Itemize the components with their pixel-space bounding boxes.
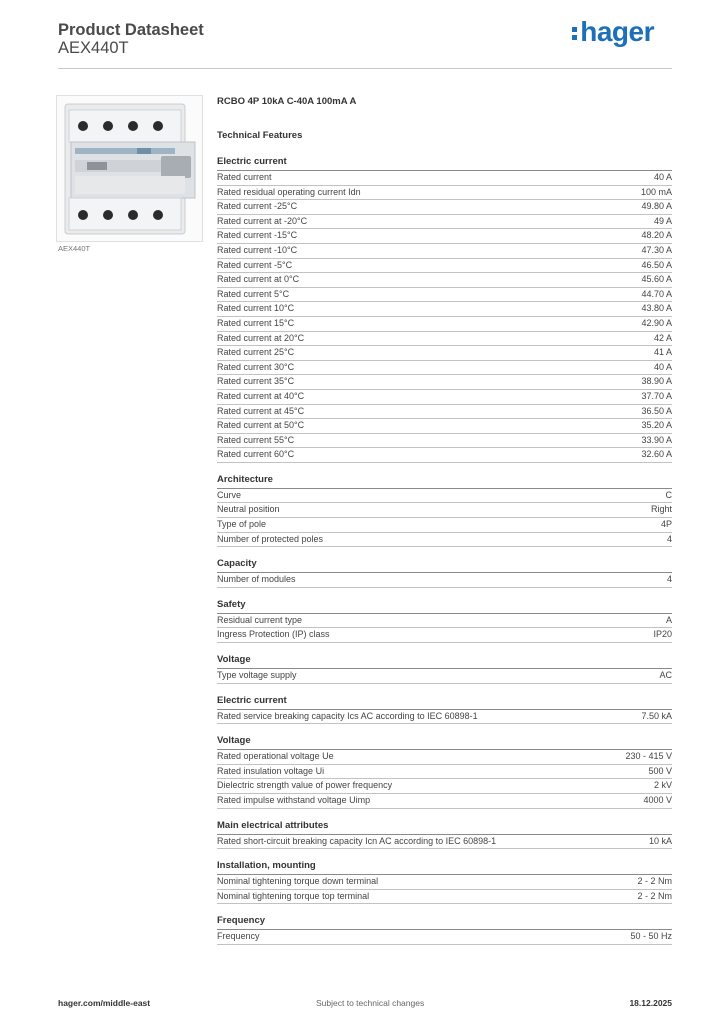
spec-row bbox=[217, 229, 672, 244]
hager-logo bbox=[572, 16, 654, 48]
spec-value: 2 - 2 Nm bbox=[637, 876, 672, 887]
spec-value: C bbox=[665, 489, 672, 500]
spec-label: Rated service breaking capacity Ics AC according to IEC 60898-1 bbox=[217, 710, 478, 721]
spec-row bbox=[217, 405, 672, 420]
spec-value: 44.70 A bbox=[641, 288, 672, 299]
spec-label: Rated current -10°C bbox=[217, 244, 298, 255]
spec-row bbox=[217, 346, 672, 361]
spec-label: Rated current 15°C bbox=[217, 317, 295, 328]
technical-features-heading: Technical Features bbox=[217, 130, 303, 141]
section-title: Main electrical attributes bbox=[217, 820, 672, 835]
spec-label: Rated insulation voltage Ui bbox=[217, 765, 325, 776]
spec-row bbox=[217, 361, 672, 376]
spec-label: Nominal tightening torque down terminal bbox=[217, 876, 379, 887]
spec-value: 4P bbox=[660, 519, 672, 530]
spec-label: Rated current 60°C bbox=[217, 449, 295, 460]
spec-row bbox=[217, 200, 672, 215]
spec-section bbox=[217, 915, 672, 945]
section-title: Voltage bbox=[217, 735, 672, 750]
section-title: Voltage bbox=[217, 654, 672, 669]
section-title: Architecture bbox=[217, 474, 672, 489]
rcbo-device-icon bbox=[57, 96, 202, 241]
spec-value: 42 A bbox=[653, 332, 672, 343]
spec-row bbox=[217, 259, 672, 274]
spec-row bbox=[217, 273, 672, 288]
spec-label: Frequency bbox=[217, 931, 260, 942]
spec-row bbox=[217, 835, 672, 850]
spec-row bbox=[217, 518, 672, 533]
spec-value: 2 kV bbox=[653, 780, 672, 791]
spec-row bbox=[217, 332, 672, 347]
spec-value: 40 A bbox=[653, 172, 672, 182]
spec-value: 43.80 A bbox=[641, 303, 672, 314]
spec-row bbox=[217, 750, 672, 765]
spec-row bbox=[217, 875, 672, 890]
spec-section bbox=[217, 654, 672, 684]
spec-label: Rated current at 40°C bbox=[217, 390, 305, 401]
spec-row bbox=[217, 794, 672, 809]
header-divider bbox=[58, 68, 672, 69]
spec-row bbox=[217, 288, 672, 303]
page-title: Product Datasheet bbox=[58, 21, 204, 39]
spec-row bbox=[217, 244, 672, 259]
spec-row bbox=[217, 765, 672, 780]
spec-value: 37.70 A bbox=[641, 390, 672, 401]
footer-disclaimer: Subject to technical changes bbox=[316, 998, 425, 1008]
spec-row bbox=[217, 215, 672, 230]
spec-value: 10 kA bbox=[648, 835, 672, 846]
spec-value: IP20 bbox=[653, 629, 672, 640]
spec-row bbox=[217, 434, 672, 449]
spec-label: Rated operational voltage Ue bbox=[217, 751, 334, 762]
spec-row bbox=[217, 171, 672, 186]
spec-value: 45.60 A bbox=[641, 274, 672, 285]
spec-value: 7.50 kA bbox=[641, 710, 672, 721]
spec-label: Rated current -25°C bbox=[217, 201, 298, 212]
spec-label: Rated current bbox=[217, 172, 272, 182]
spec-label: Curve bbox=[217, 489, 242, 500]
content bbox=[217, 96, 672, 945]
spec-label: Number of protected poles bbox=[217, 533, 324, 544]
spec-value: AC bbox=[659, 670, 672, 681]
spec-label: Rated current at -20°C bbox=[217, 215, 308, 226]
spec-value: 46.50 A bbox=[641, 259, 672, 270]
spec-value: 47.30 A bbox=[641, 244, 672, 255]
spec-row bbox=[217, 503, 672, 518]
spec-row bbox=[217, 890, 672, 905]
spec-value: 40 A bbox=[653, 361, 672, 372]
spec-label: Rated current 25°C bbox=[217, 347, 295, 358]
spec-row bbox=[217, 419, 672, 434]
spec-label: Type voltage supply bbox=[217, 670, 297, 681]
spec-label: Rated current 10°C bbox=[217, 303, 295, 314]
spec-value: 38.90 A bbox=[641, 376, 672, 387]
footer-date: 18.12.2025 bbox=[629, 998, 672, 1008]
spec-label: Rated impulse withstand voltage Uimp bbox=[217, 795, 371, 805]
spec-label: Rated residual operating current Idn bbox=[217, 186, 361, 197]
spec-value: 48.20 A bbox=[641, 230, 672, 241]
logo-text: hager bbox=[580, 16, 654, 47]
spec-value: 50 - 50 Hz bbox=[630, 931, 672, 942]
logo-dots-icon bbox=[572, 24, 578, 43]
spec-value: 100 mA bbox=[640, 186, 672, 197]
section-title: Capacity bbox=[217, 558, 672, 573]
spec-section bbox=[217, 474, 672, 547]
spec-row bbox=[217, 489, 672, 504]
spec-value: 42.90 A bbox=[641, 317, 672, 328]
spec-section bbox=[217, 558, 672, 588]
spec-row bbox=[217, 448, 672, 463]
spec-value: 2 - 2 Nm bbox=[637, 890, 672, 901]
spec-row bbox=[217, 302, 672, 317]
section-title: Frequency bbox=[217, 915, 672, 930]
product-name: RCBO 4P 10kA C-40A 100mA A bbox=[217, 96, 357, 107]
spec-value: 33.90 A bbox=[641, 434, 672, 445]
footer-website: hager.com/middle-east bbox=[58, 998, 151, 1008]
section-title: Electric current bbox=[217, 695, 672, 710]
spec-label: Residual current type bbox=[217, 614, 303, 625]
spec-label: Rated current at 50°C bbox=[217, 420, 305, 431]
spec-value: 32.60 A bbox=[641, 449, 672, 460]
spec-value: 230 - 415 V bbox=[625, 751, 672, 762]
spec-value: 41 A bbox=[653, 347, 672, 358]
spec-value: A bbox=[665, 614, 672, 625]
spec-label: Type of pole bbox=[217, 519, 267, 530]
spec-label: Rated current at 0°C bbox=[217, 274, 300, 285]
spec-value: 4 bbox=[666, 533, 672, 544]
spec-label: Neutral position bbox=[217, 504, 280, 515]
spec-row bbox=[217, 614, 672, 629]
spec-value: 35.20 A bbox=[641, 420, 672, 431]
spec-row bbox=[217, 669, 672, 684]
spec-row bbox=[217, 533, 672, 548]
spec-row bbox=[217, 390, 672, 405]
spec-value: 49 A bbox=[653, 215, 672, 226]
spec-section bbox=[217, 156, 672, 463]
spec-row bbox=[217, 317, 672, 332]
spec-label: Rated current 35°C bbox=[217, 376, 295, 387]
spec-row bbox=[217, 779, 672, 794]
spec-value: 49.80 A bbox=[641, 201, 672, 212]
section-title: Installation, mounting bbox=[217, 860, 672, 875]
product-reference: AEX440T bbox=[58, 39, 129, 57]
spec-label: Nominal tightening torque top terminal bbox=[217, 890, 370, 901]
section-title: Safety bbox=[217, 599, 672, 614]
spec-row bbox=[217, 573, 672, 588]
spec-section bbox=[217, 695, 672, 725]
spec-label: Rated current 5°C bbox=[217, 288, 290, 299]
spec-label: Rated short-circuit breaking capacity Icn AC according to IEC 60898-1 bbox=[217, 835, 497, 846]
spec-label: Rated current at 20°C bbox=[217, 332, 305, 343]
spec-value: 4 bbox=[666, 574, 672, 585]
spec-row bbox=[217, 375, 672, 390]
image-caption: AEX440T bbox=[58, 244, 91, 253]
product-image bbox=[56, 95, 203, 242]
spec-label: Rated current -15°C bbox=[217, 230, 298, 241]
spec-label: Ingress Protection (IP) class bbox=[217, 629, 330, 640]
spec-value: Right bbox=[650, 504, 672, 515]
spec-section bbox=[217, 735, 672, 808]
spec-row bbox=[217, 710, 672, 725]
spec-section bbox=[217, 599, 672, 643]
spec-label: Rated current -5°C bbox=[217, 259, 293, 270]
spec-label: Number of modules bbox=[217, 574, 296, 585]
spec-value: 500 V bbox=[648, 765, 672, 776]
spec-label: Rated current 55°C bbox=[217, 434, 295, 445]
spec-label: Rated current 30°C bbox=[217, 361, 295, 372]
spec-value: 4000 V bbox=[643, 795, 672, 805]
spec-label: Dielectric strength value of power frequency bbox=[217, 780, 393, 791]
section-title: Electric current bbox=[217, 156, 672, 171]
spec-row bbox=[217, 186, 672, 201]
spec-section bbox=[217, 860, 672, 904]
spec-row bbox=[217, 628, 672, 643]
spec-label: Rated current at 45°C bbox=[217, 405, 305, 416]
spec-sections bbox=[217, 156, 672, 945]
spec-section bbox=[217, 820, 672, 850]
spec-value: 36.50 A bbox=[641, 405, 672, 416]
spec-row bbox=[217, 930, 672, 945]
